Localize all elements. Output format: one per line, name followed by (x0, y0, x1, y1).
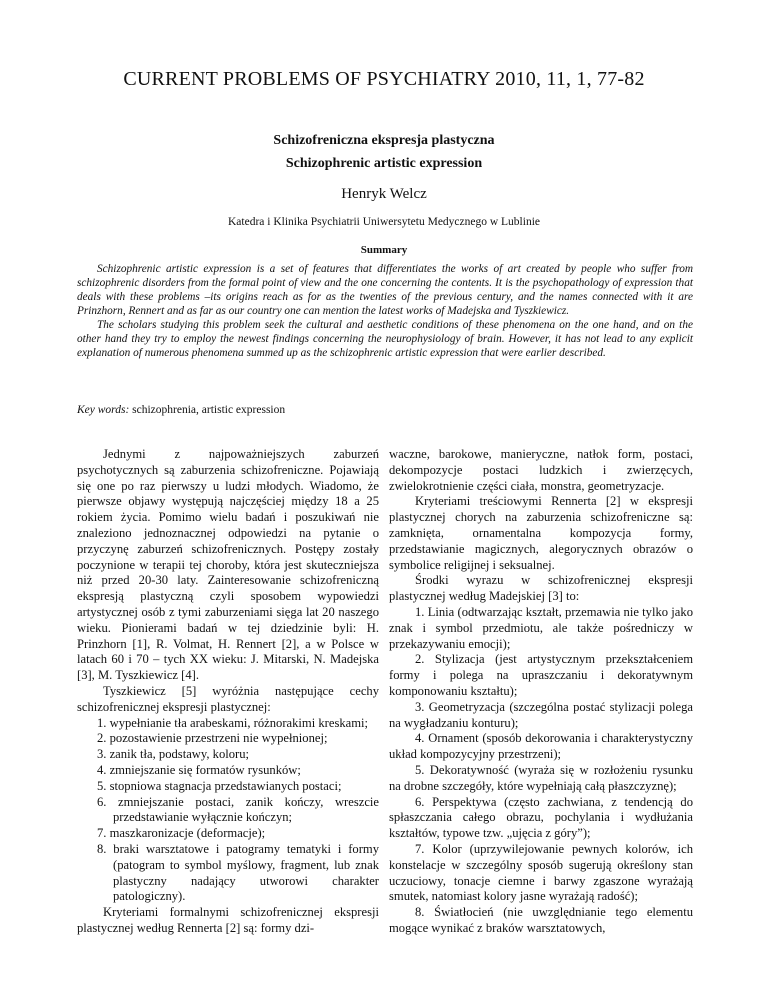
right-column (389, 447, 693, 937)
left-paragraph-3: Kryteriami formalnymi schizofrenicznej ekspresji plastycznej według Rennerta [2] są: formy dzi- (77, 905, 379, 935)
list-item: 3. Geometryzacja (szczególna postać stylizacji polega na wygładzaniu konturu); (389, 699, 693, 730)
list-item: 4. Ornament (sposób dekorowania i charakterystyczny układ kompozycyjny przestrzeni); (389, 731, 693, 762)
title-polish: Schizofreniczna ekspresja plastyczna (273, 133, 495, 148)
list-item: 8. braki warsztatowe i patogramy tematyki i formy (patogram to symbol myślowy, fragment, lub znak plastyczny nadający utworowi charakter patologiczny). (97, 841, 379, 904)
list-item: 6. zmniejszanie postaci, zanik kończy, wreszcie przedstawianie wyłącznie kończyn; (97, 794, 379, 825)
left-paragraph-2: Tyszkiewicz [5] wyróżnia następujące cechy schizofrenicznej ekspresji plastycznej: (77, 683, 379, 714)
keywords-label: Key words: (77, 404, 130, 416)
summary-paragraph-1: Schizophrenic artistic expression is a set of features that differentiates the works of art created by people who suffer from schizophrenic disorders from the formal point of view and the one concerning the contents. It is the psychopathology of expression that deals with these problems –its origins reach as for as the twenties of the previous century, and the names connected with it are Prinzhorn, Rennert and as far as our country one can mention the latest works of Madejska and Tyszkiewicz. (77, 263, 693, 317)
left-paragraph-1: Jednymi z najpoważniejszych zaburzeń psychotycznych są zaburzenia schizofreniczne. Pojawiają się one po raz pierwszy u ludzi młodych. Wiadomo, że pierwsze objawy występują najczęściej między 18 a 25 rokiem życia. Pomimo wielu badań i poszukiwań nie znaleziono jednoznacznej odpowiedzi na pytanie o przyczynę zaburzeń schizofrenicznych. Postępy zostały poczynione w terapii tej choroby, która jest skuteczniejsza niż przed 20-30 laty. Zainteresowanie schizofreniczną ekspresją plastyczną czyli sposobem wypowiedzi artystycznej osób z tymi zaburzeniami sięga lat 20 naszego wieku. Pionierami badań w tej dziedzinie byli: H. Prinzhorn [1], R. Volmat, H. Rennert [2], a w Polsce w latach 60 i 70 – tych XX wieku: J. Mitarski, N. Madejska [3], M. Tyszkiewicz [4]. (77, 447, 379, 683)
author-name: Henryk Welcz (341, 186, 427, 202)
list-item: 2. Stylizacja (jest artystycznym przekształceniem formy i polega na upraszczaniu i dekoratywnym komponowaniu kształtu); (389, 652, 693, 698)
summary-abstract (77, 262, 693, 360)
list-item: 2. pozostawienie przestrzeni nie wypełnionej; (97, 731, 328, 746)
right-paragraph-3: Środki wyrazu w schizofrenicznej ekspresji plastycznej według Madejskiej [3] to: (389, 573, 693, 604)
affiliation: Katedra i Klinika Psychiatrii Uniwersytetu Medycznego w Lublinie (227, 216, 541, 228)
keywords-value: schizophrenia, artistic expression (129, 404, 286, 416)
list-item: 5. stopniowa stagnacja przedstawianych postaci; (97, 778, 342, 793)
list-item: 4. zmniejszanie się formatów rysunków; (97, 762, 301, 777)
list-item: 1. wypełnianie tła arabeskami, różnorakimi kreskami; (97, 715, 369, 730)
summary-paragraph-2: The scholars studying this problem seek the cultural and aesthetic conditions of these phenomena on the one hand, and on the other hand they try to employ the newest findings concerning the neurophysiology of brain. However, it has not lead to any explicit explanation of numerous phenomena summed up as the schizophrenic artistic expression that were earlier described. (77, 319, 693, 359)
list-item: 6. Perspektywa (często zachwiana, z tendencją do spłaszczania całego obrazu, pochylania i wydłużania kształtów, typowe tzw. „ujęcia z góry”); (389, 794, 693, 841)
journal-header: CURRENT PROBLEMS OF PSYCHIATRY 2010, 11, 1, 77-82 (123, 68, 645, 90)
keywords-line (77, 404, 285, 416)
title-english: Schizophrenic artistic expression (285, 156, 483, 171)
left-column (77, 447, 379, 937)
list-item: 1. Linia (odtwarzając kształt, przemawia nie tylko jako znak i symbol przedmiotu, ale także pośredniczy w przekazywaniu emocji); (389, 604, 693, 651)
right-paragraph-1: waczne, barokowe, manieryczne, natłok form, postaci, dekompozycje postaci ludzkich i zwierzęcych, zwielokrotnienie części ciała, monstra, geometryzacje. (389, 447, 693, 493)
summary-heading: Summary (360, 244, 408, 256)
right-paragraph-2: Kryteriami treściowymi Rennerta [2] w ekspresji plastycznej chorych na zaburzenia schizofreniczne są: zamknięta, ornamentalna kompozycja formy, przedstawianie magicznych, alegorycznych obrazów o symbolice religijnej i seksualnej. (389, 494, 693, 572)
list-item: 8. Światłocień (nie uwzględnianie tego elementu mogące wynikać z braków warsztatowych, (389, 905, 693, 935)
list-item: 5. Dekoratywność (wyraża się w rozłożeniu rysunku na drobne szczegóły, które wypełniają całą płaszczyznę); (389, 762, 693, 793)
list-item: 3. zanik tła, podstawy, koloru; (97, 747, 250, 762)
list-item: 7. Kolor (uprzywilejowanie pewnych kolorów, ich konstelacje w szczególny sposób sugerują określony stan uczuciowy, tonacje ciemne i barwy zgaszone wyrażają smutek, natomiast kolory jasne wyrażają radość); (389, 841, 693, 904)
list-item: 7. maszkaronizacje (deformacje); (97, 826, 266, 841)
